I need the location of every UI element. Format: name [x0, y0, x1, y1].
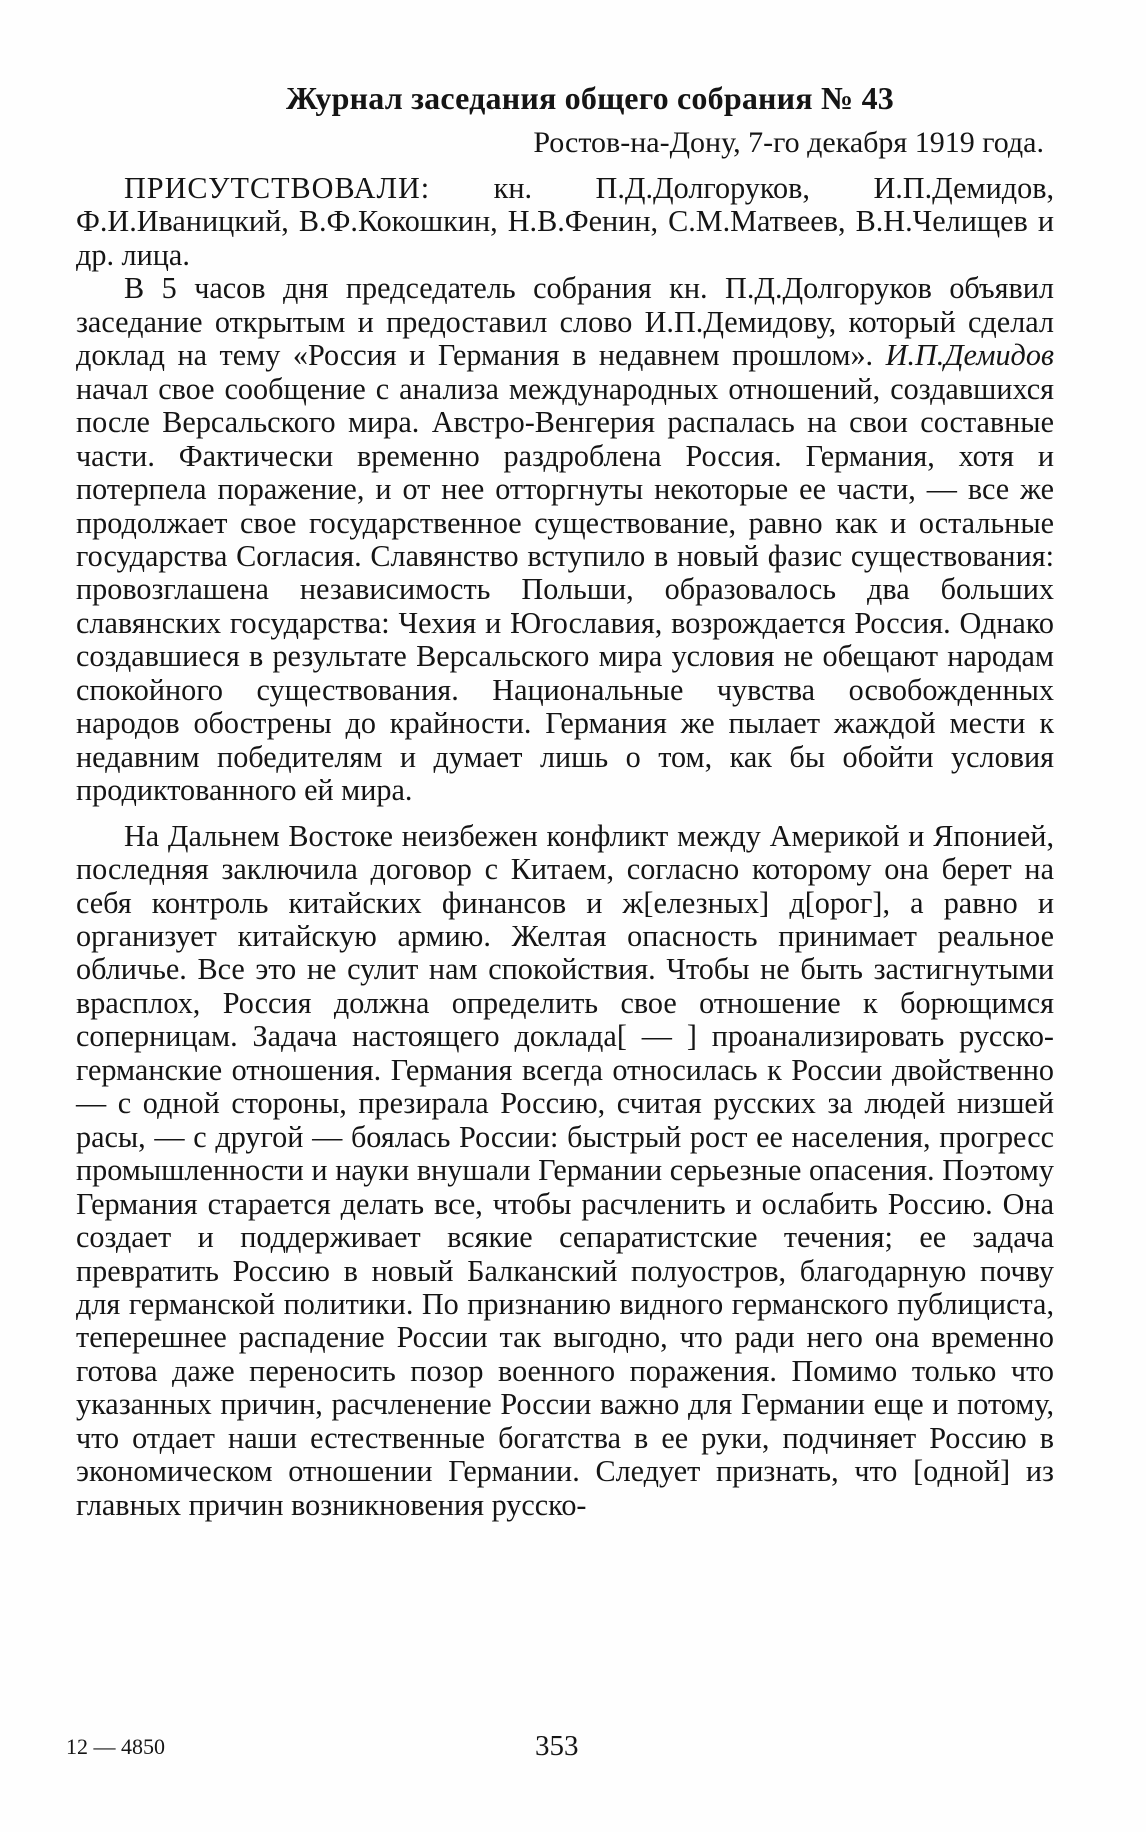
paragraph-2: На Дальнем Востоке неизбежен конфликт между Америкой и Японией, последняя заключила договор с Китаем, согласно которому она берет на себя контроль китайских финансов и ж[елезных] д[орог], а равно и организует китайскую армию. Желтая опасность принимает реальное обличье. Все это не сулит нам спокойствия. Чтобы не быть застигнутыми врасплох, Россия должна определить свое отношение к борющимся соперницам. Задача настоящего доклада[ — ] проанализировать русско-германские отношения. Германия всегда относилась к России двойственно — с одной стороны, презирала Россию, считая русских за людей низшей расы, — с другой — боялась России: быстрый рост ее населения, прогресс промышленности и науки внушали Германии серьезные опасения. Поэтому Германия старается делать все, чтобы расчленить и ослабить Россию. Она создает и поддерживает всякие сепаратистские течения; ее задача превратить Россию в новый Балканский полуостров, благодарную почву для германской политики. По признанию видного германского публициста, теперешнее распадение России так выгодно, что ради него она временно готова даже переносить позор военного поражения. Помимо только что указанных причин, расчленение России важно для Германии еще и потому, что отдает наши естественные богатства в ее руки, подчиняет Россию в экономическом отношении Германии. Следует признать, что [одной] из главных причин возникновения русско- [76, 818, 1054, 1522]
dateline: Ростов-на-Дону, 7-го декабря 1919 года. [533, 126, 1044, 159]
paragraph-1-speaker: И.П.Демидов [885, 338, 1055, 373]
attendance-paragraph [76, 172, 1054, 272]
journal-title: Журнал заседания общего собрания № 43 [286, 80, 894, 116]
attendance-label: ПРИСУТСТВОВАЛИ: [124, 171, 431, 205]
attendance-list: кн. П.Д.Долгоруков, И.П.Демидов, Ф.И.Иваницкий, В.Ф.Кокошкин, Н.В.Фенин, С.М.Матвеев, В.Н.Челищев и др. лица. [76, 171, 1055, 272]
paragraph-1 [76, 272, 1054, 807]
page-footer [0, 1728, 1146, 1768]
paragraph-1-part-a: В 5 часов дня председатель собрания кн. П.Д.Долгоруков объявил заседание открытым и предоставил слово И.П.Демидову, который сделал доклад на тему «Россия и Германия в недавнем прошлом». [76, 271, 1054, 373]
printer-signature-mark: 12 — 4850 [66, 1734, 165, 1759]
paragraph-1-part-b: начал свое сообщение с анализа международных отношений, создавшихся после Версальского мира. Австро-Венгерия распалась на свои составные части. Фактически временно раздроблена Россия. Германия, хотя и потерпела поражение, и от нее отторгнуты некоторые ее части, — все же продолжает свое государственное существование, равно как и остальные государства Согласия. Славянство вступило в новый фазис существования: провозглашена независимость Польши, образовалось два больших славянских государства: Чехия и Югославия, возрождается Россия. Однако создавшиеся в результате Версальского мира условия не обещают народам спокойного существования. Национальные чувства освобожденных народов обострены до крайности. Германия же пылает жаждой мести к недавним победителям и думает лишь о том, как бы обойти условия продиктованного ей мира. [76, 371, 1054, 808]
page-content [76, 78, 1054, 1522]
page-number: 353 [535, 1730, 579, 1762]
